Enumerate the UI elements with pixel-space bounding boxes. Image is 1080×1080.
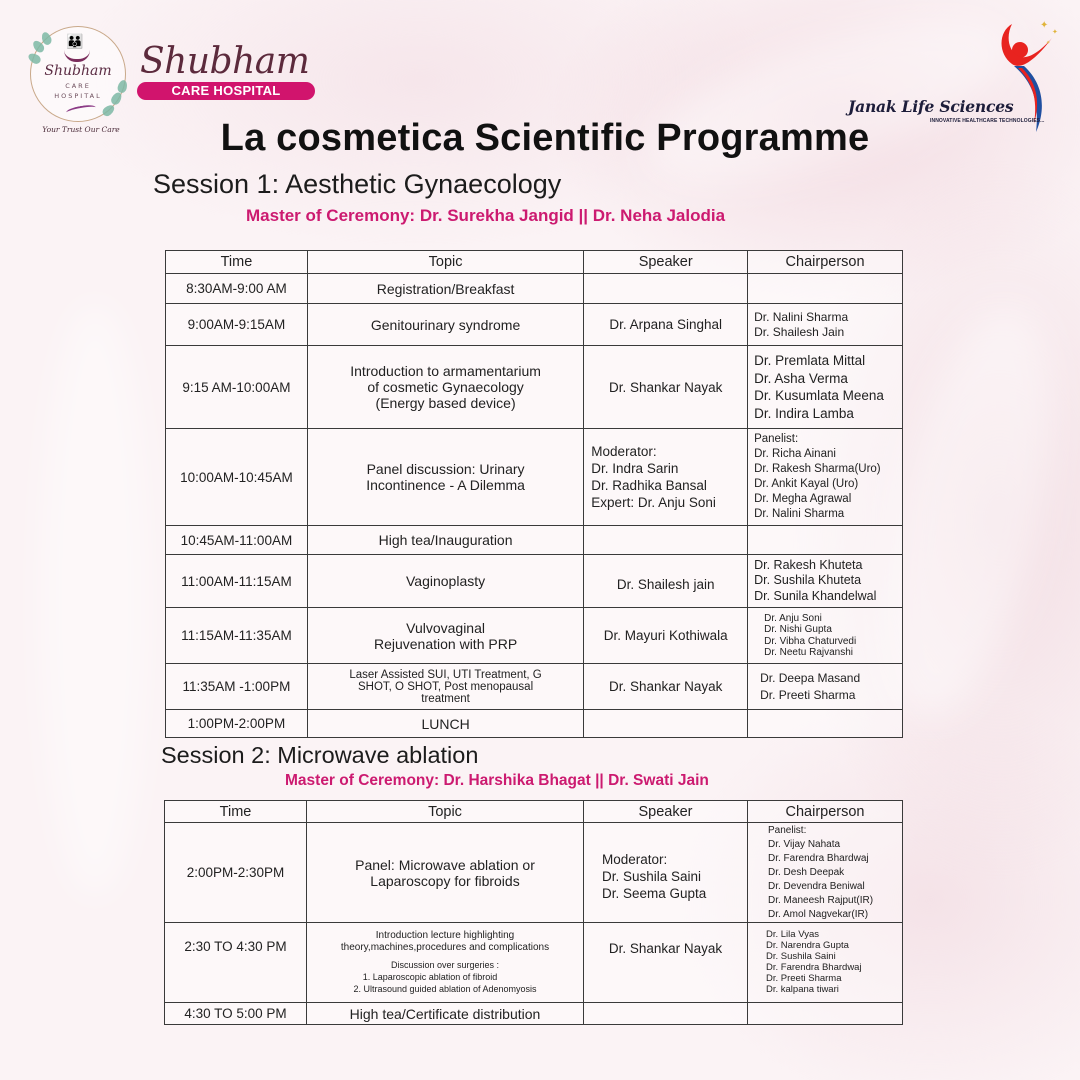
topic-line: Registration/Breakfast	[376, 280, 515, 297]
header-topic: Topic	[307, 801, 584, 823]
header-chairperson: Chairperson	[748, 801, 903, 823]
row-chairperson	[748, 304, 903, 346]
row-speaker: Dr. Mayuri Kothiwala	[584, 608, 748, 664]
table-row	[165, 823, 903, 923]
table-row	[166, 429, 903, 526]
row-speaker: Dr. Shailesh jain	[584, 555, 748, 608]
chair-name: Dr. Anju Soni	[764, 612, 822, 624]
table-row	[166, 710, 903, 738]
speaker-line: Dr. Seema Gupta	[602, 886, 707, 901]
topic-line: Vaginoplasty	[406, 573, 486, 589]
topic-line: 2. Ultrasound guided ablation of Adenomyosis	[353, 984, 537, 994]
row-time: 1:00PM-2:00PM	[166, 710, 308, 738]
chair-name: Dr. Sushila Saini	[766, 951, 836, 962]
table-row	[166, 608, 903, 664]
row-chairperson	[748, 429, 903, 526]
row-chairperson	[748, 664, 903, 710]
session-2-schedule-table	[164, 800, 903, 1025]
session-1-schedule-table	[165, 250, 903, 738]
row-time: 9:15 AM-10:00AM	[166, 346, 308, 429]
table-header-row	[165, 801, 903, 823]
chair-name: Panelist:	[754, 433, 799, 445]
row-chairperson	[748, 526, 903, 555]
row-chairperson	[748, 346, 903, 429]
speaker-line: Dr. Indra Sarin	[591, 461, 679, 476]
header-chairperson: Chairperson	[748, 251, 903, 274]
hospital-brand-subtitle: CARE HOSPITAL	[137, 82, 315, 100]
topic-line: Introduction to armamentarium	[350, 363, 541, 379]
chair-name: Dr. Asha Verma	[754, 370, 848, 386]
background-silk	[40, 300, 150, 900]
session-1-title: Session 1: Aesthetic Gynaecology	[153, 169, 562, 199]
chair-name: Dr. Nalini Sharma	[754, 310, 849, 324]
table-row	[166, 304, 903, 346]
chair-name: Dr. Amol Nagvekar(IR)	[768, 908, 869, 920]
row-time: 11:00AM-11:15AM	[166, 555, 308, 608]
family-icon: 👪	[66, 34, 83, 50]
topic-line: Laparoscopy for fibroids	[370, 872, 520, 889]
chair-name: Dr. Narendra Gupta	[766, 940, 849, 951]
table-header-row	[166, 251, 903, 274]
row-topic	[307, 608, 583, 664]
speaker-line: Moderator:	[591, 444, 657, 459]
chair-name: Dr. Indira Lamba	[754, 405, 854, 421]
logo-name: Shubham	[44, 63, 112, 79]
chair-name: Dr. Nishi Gupta	[764, 624, 832, 635]
row-time: 10:00AM-10:45AM	[166, 429, 308, 526]
row-speaker: Dr. Shankar Nayak	[584, 664, 748, 710]
row-chairperson	[748, 1003, 903, 1025]
topic-line: Panel discussion: Urinary	[366, 461, 525, 477]
chair-name: Dr. Premlata Mittal	[754, 353, 866, 368]
row-topic	[307, 823, 584, 923]
chair-name: Dr. Preeti Sharma	[766, 973, 842, 984]
chair-name: Dr. Sunila Khandelwal	[754, 588, 877, 603]
table-row	[165, 923, 903, 1003]
row-speaker	[584, 710, 748, 738]
header-speaker: Speaker	[584, 251, 748, 274]
row-speaker	[584, 526, 748, 555]
hospital-logo	[28, 26, 130, 134]
chair-name: Dr. Vijay Nahata	[768, 838, 841, 850]
chair-name: Dr. Devendra Beniwal	[768, 880, 865, 892]
row-time: 11:15AM-11:35AM	[166, 608, 308, 664]
sponsor-name: Janak Life Sciences	[848, 97, 1014, 116]
topic-line: LUNCH	[421, 715, 470, 732]
chair-name: Dr. Desh Deepak	[768, 866, 845, 878]
chair-name: Dr. Lila Vyas	[766, 929, 819, 940]
topic-line: Rejuvenation with PRP	[373, 635, 518, 652]
header-time: Time	[166, 251, 308, 274]
chair-name: Dr. Ankit Kayal (Uro)	[754, 478, 859, 490]
chair-name: Dr. Vibha Chaturvedi	[764, 635, 857, 647]
chair-name: Panelist:	[768, 824, 807, 836]
speaker-line: Dr. Radhika Bansal	[591, 478, 707, 493]
chair-name: Dr. Maneesh Rajput(IR)	[768, 894, 874, 906]
row-speaker	[584, 274, 748, 304]
topic-line: Genitourinary syndrome	[370, 316, 521, 333]
row-topic	[307, 710, 583, 738]
chair-name: Dr. Megha Agrawal	[754, 493, 852, 505]
row-topic	[307, 923, 584, 1003]
row-speaker	[584, 823, 748, 923]
table-row	[166, 664, 903, 710]
header-speaker: Speaker	[584, 801, 748, 823]
row-time: 9:00AM-9:15AM	[166, 304, 308, 346]
row-chairperson	[748, 274, 903, 304]
row-chairperson	[748, 710, 903, 738]
table-row	[166, 526, 903, 555]
row-chairperson	[748, 608, 903, 664]
row-topic	[307, 429, 583, 526]
row-topic	[307, 346, 583, 429]
session-2-master-of-ceremony: Master of Ceremony: Dr. Harshika Bhagat || Dr. Swati Jain	[285, 772, 709, 789]
table-row	[165, 1003, 903, 1025]
topic-line: Panel: Microwave ablation or	[355, 856, 535, 873]
row-topic	[307, 1003, 584, 1025]
chair-name: Dr. Farendra Bhardwaj	[766, 962, 862, 973]
topic-line: Incontinence - A Dilemma	[366, 477, 525, 493]
topic-line: (Energy based device)	[375, 395, 516, 411]
chair-name: Dr. Kusumlata Meena	[754, 388, 884, 403]
row-chairperson	[748, 555, 903, 608]
row-time: 2:30 TO 4:30 PM	[165, 923, 307, 1003]
topic-line: High tea/Certificate distribution	[349, 1005, 541, 1022]
chair-name: Dr. Nalini Sharma	[754, 508, 845, 520]
topic-line: SHOT, O SHOT, Post menopausal	[358, 680, 534, 693]
topic-line: Vulvovaginal	[406, 619, 485, 636]
row-topic	[307, 304, 583, 346]
chair-name: Dr. Sushila Khuteta	[754, 573, 862, 588]
chair-name: Dr. Neetu Rajvanshi	[764, 647, 854, 658]
chair-name: Dr. Farendra Bhardwaj	[768, 852, 869, 864]
topic-line: Discussion over surgeries :	[390, 960, 500, 970]
logo-hospital: HOSPITAL	[54, 92, 102, 100]
row-time: 11:35AM -1:00PM	[166, 664, 308, 710]
hospital-tagline: Your Trust Our Care	[42, 125, 120, 134]
row-topic	[307, 274, 583, 304]
row-speaker: Dr. Shankar Nayak	[584, 923, 748, 1003]
star-icon: ✦	[1052, 28, 1058, 36]
row-time: 2:00PM-2:30PM	[165, 823, 307, 923]
topic-line: High tea/Inauguration	[378, 532, 513, 548]
table-row	[166, 555, 903, 608]
row-time: 4:30 TO 5:00 PM	[165, 1003, 307, 1025]
header-time: Time	[165, 801, 307, 823]
topic-line: theory,machines,procedures and complications	[340, 942, 550, 953]
chair-name: Dr. kalpana tiwari	[766, 984, 839, 995]
star-icon: ✦	[1046, 40, 1051, 46]
topic-line: Introduction lecture highlighting	[375, 930, 515, 941]
row-topic	[307, 555, 583, 608]
session-1-master-of-ceremony: Master of Ceremony: Dr. Surekha Jangid || Dr. Neha Jalodia	[246, 206, 726, 225]
table-row	[166, 346, 903, 429]
row-chairperson	[748, 923, 903, 1003]
row-speaker	[584, 429, 748, 526]
row-time: 10:45AM-11:00AM	[166, 526, 308, 555]
row-time: 8:30AM-9:00 AM	[166, 274, 308, 304]
topic-line: Laser Assisted SUI, UTI Treatment, G	[349, 668, 542, 681]
chair-name: Dr. Preeti Sharma	[760, 687, 856, 702]
row-chairperson	[748, 823, 903, 923]
speaker-line: Expert: Dr. Anju Soni	[591, 495, 716, 510]
chair-name: Dr. Rakesh Khuteta	[754, 557, 863, 572]
page-title: La cosmetica Scientific Programme	[220, 117, 870, 159]
chair-name: Dr. Rakesh Sharma(Uro)	[754, 463, 881, 475]
topic-line: 1. Laparoscopic ablation of fibroid	[362, 972, 498, 982]
topic-line: of cosmetic Gynaecology	[367, 379, 524, 395]
row-speaker: Dr. Arpana Singhal	[584, 304, 748, 346]
speaker-line: Moderator:	[602, 852, 668, 867]
logo-care: CARE	[65, 82, 91, 90]
topic-line: treatment	[421, 692, 470, 705]
header-topic: Topic	[307, 251, 583, 274]
chair-name: Dr. Deepa Masand	[760, 670, 861, 685]
row-topic	[307, 664, 583, 710]
sponsor-tagline: INNOVATIVE HEALTHCARE TECHNOLOGIES...	[930, 118, 1045, 124]
chair-name: Dr. Shailesh Jain	[754, 324, 845, 339]
row-topic	[307, 526, 583, 555]
speaker-line: Dr. Sushila Saini	[602, 869, 702, 884]
chair-name: Dr. Richa Ainani	[754, 448, 836, 460]
row-speaker	[584, 1003, 748, 1025]
hospital-brand-name: Shubham	[140, 41, 310, 82]
star-icon: ✦	[1040, 20, 1049, 31]
session-2-title: Session 2: Microwave ablation	[161, 742, 479, 768]
table-row	[166, 274, 903, 304]
janak-logo-icon	[990, 14, 1062, 134]
row-speaker: Dr. Shankar Nayak	[584, 346, 748, 429]
